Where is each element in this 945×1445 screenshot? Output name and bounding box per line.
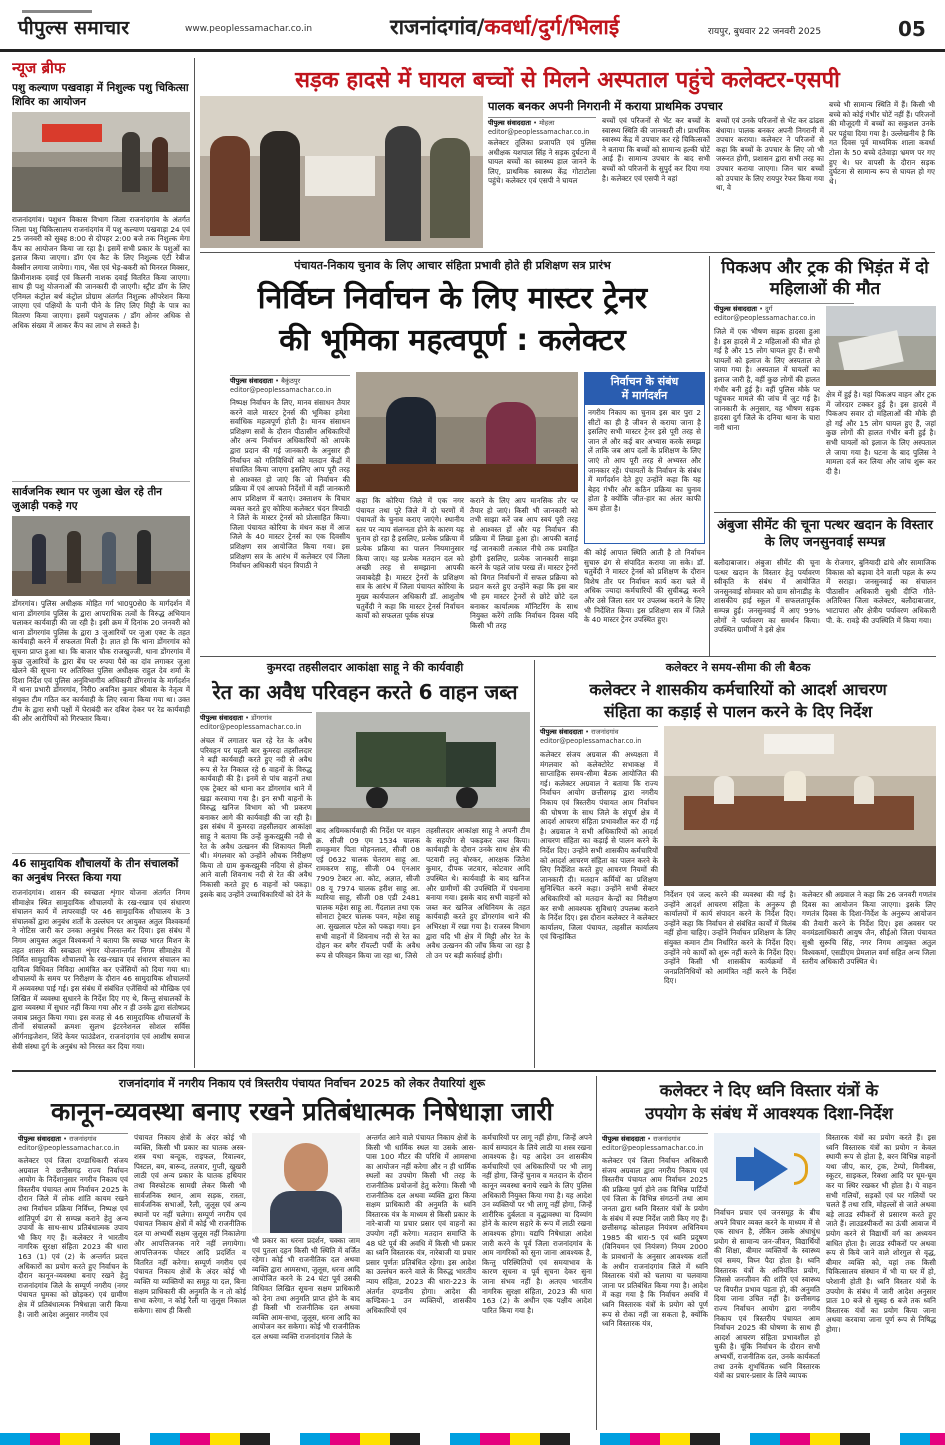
master-col-4: की कोई आपात स्थिति आती है तो निर्वाचन सुचारु ढंग से संपादित कराया जा सके। डॉ. चतुर्वेदी ने मास्टर ट्रेनर्स को प्रशिक्षण के दौरान विशेष तौर पर निर्वाचन कार्य करा चले में अधिक ज्यादा कर्मचारियों की सुचीबद्ध करने और उसे जिला स्तर पर उपलब्ध कराने के लिए भी निर्देशित किया। इस प्रशिक्षण सत्र में जिले के 40 मास्टर ट्रेनर उपस्थित हुए। xyxy=(584,548,705,625)
dateline: रायपुर, बुधवार 22 जनवरी 2025 xyxy=(708,27,822,37)
conduct-headline-1: कलेक्टर ने शासकीय कर्मचारियों को आदर्श आचरण xyxy=(589,680,887,699)
conduct-col-1: कलेक्टर संजय अग्रवाल की अध्यक्षता में मंगलवार को कलेक्टोरेट सभाकक्ष में साप्ताहिक समय-सीमा बैठक आयोजित की गई। कलेक्टर अग्रवाल ने बताया कि राज्य निर्वाचन आयोग छत्तीसगढ़ द्वारा नगरीय निकाय एवं त्रिस्तरीय पंचायत आम निर्वाचन की घोषणा के साथ जिले के संपूर्ण क्षेत्र में आदर्श आचरण संहिता प्रभावशील कर दी गई है। अग्रवाल ने सभी अधिकारियों को आदर्श आचरण संहिता का कड़ाई से पालन करने के निर्देश दिए। उन्होंने सभी शासकीय कर्मचारियों को आदर्श आचरण संहिता का पालन करने के लिए निर्देशित करते हुए आचरण नियमों की जानकारी दी। मतदान कर्मियों का प्रशिक्षण सुनिश्चित करने कहा। उन्होंने सभी सेक्टर अधिकारियों को मतदान केन्द्रों का निरीक्षण कर सभी आवश्यक सुविधाएं उपलब्ध कराने के निर्देश दिए। इस दौरान कलेक्टर ने कलेक्टर कार्यालय, जिला पंचायत, तहसील कार्यालय एवं चिन्हांकित xyxy=(540,750,658,942)
brief-headline-1: पशु कल्याण पखवाड़ा में निशुल्क पशु चिकित्सा शिविर का आयोजन xyxy=(12,82,189,108)
pickup-headline: पिकअप और ट्रक की भिड़ंत में दो महिलाओं की मौत xyxy=(721,258,929,299)
divider xyxy=(714,512,936,513)
sound-headline-2: उपयोग के संबंध में आवश्यक दिशा-निर्देश xyxy=(645,1104,893,1123)
column-rule xyxy=(194,58,195,1068)
law-col-3: भी प्रकार का धरना प्रदर्शन, चक्का जाम एवं पुतला दहन किसी भी स्थिति में वर्जित रहेगा। कोई भी राजनीतिक दल अथवा व्यक्ति द्वारा आमसभा, जुलूस, धरना आदि आयोजित करने के 24 घंटा पूर्व उसकी विधिवत लिखित सूचना सक्षम प्राधिकारी को देना तथा अनुमति प्राप्त होने के बाद ही किसी भी राजनीतिक दल अथवा व्यक्ति आम-सभा, जुलूस, धरना आदि का आयोजन कर सकेगा। कोई भी राजनीतिक दल अथवा व्यक्ति राजनांदगांव जिले के xyxy=(252,1236,360,1341)
city-durg: दुर्ग/ xyxy=(538,15,569,39)
sand-col-2: बाद अग्रिमकार्यवाही की निर्देश पर वाहन क्र. सीजी 09 एम 1534 चालक रामकुमार पिता मोहनलाल, सीजी 08 एई 0632 चालक चेतराम साहू आ. रामकरण साहू, सीजी 04 एनआर 7909 टेक्टर आ. कोट, अज्ञात, सीजी 08 यू 7974 चालक हरीश साहू आ. ग्यारिया साहू, सीजी 08 एडी 2481 चालक महेश साहू आ. गैंदलाल तथा एक सोनाटा ट्रेक्टर चालक पवन, महेश साहू आ. सुखलाल पटेल को पकड़ा गया। इन सभी वाहनों में शिवनाथ नदी से रेत का दोहन कर बगैर रॉयल्टी पर्ची के अवैध रूप से परिवहन किया जा रहा था, जिसे xyxy=(316,826,420,960)
conduct-kicker: कलेक्टर ने समय-सीमा की ली बैठक xyxy=(665,661,811,674)
pickup-col-2: क्षेत्र में हुई है। यहां पिकअप वाहन और ट्रक में जोरदार टक्कर हुई है। इस हादसे में पिकअप सवार दो महिलाओं की मौके ही हो गई और 15 लोग घायल हुए हैं, जहां कुछ लोगों की हालत गंभीर बनी हुई है। सभी घायलों को इलाज के लिए अस्पताल ले जाया गया है। घटना के बाद पुलिस ने मामला दर्ज कर लिया और जांच शुरू कर दी है। xyxy=(826,390,936,476)
top-story-photo xyxy=(200,96,483,248)
sound-col-3: विस्तारक यंत्रों का प्रयोग करते हैं। इस ध्वनि विस्तारक यंत्रों का प्रयोग न केवल स्थायी रूप से होता है, बरन विभिन्न वाहनों यथा जीप, कार, ट्रक, टेम्पो, मिनीबस, स्कूटर, साइकल, रिक्शा आदि पर घूम-घूम कर या स्थिर रखकर भी होता है। ये वाहन सभी गलियों, सड़कों एवं घर गलियों पर चलते हैं तथा रात्रि, मोहल्लों से जाते अथवा बड़े लाउड स्पीकरों से प्रसारण करते हुए जाते हैं। लाउडस्पीकरों का ऊंची आवाज में प्रयोग करने से विद्यार्थी वर्ग का अध्ययन बाधित होता है। लाउड स्पीकरों पर अथवा रूप से किये जाने वाले शोरगुल से वृद्ध, बीमार व्यक्ति को, यहां तक किसी चिकित्सालय संस्थान में भी या घर में हो, परेशानी होती है। ध्वनि विस्तार यंत्रों के उपयोग के संबंध में जारी आदेश अनुसार प्रातः 10 बजे से सुबह 6 बजे तक ध्वनि विस्तारक यंत्रों का प्रयोग किया जाना अथवा करवाया जाना पूर्ण रूप से निषिद्ध होगा। xyxy=(826,1133,936,1334)
divider xyxy=(200,656,936,657)
logo-tagline xyxy=(22,10,92,13)
master-kicker: पंचायत-निकाय चुनाव के लिए आचार संहिता प्रभावी होते ही प्रशिक्षण सत्र प्रारंभ xyxy=(294,259,611,272)
master-col-3: कराने के लिए आप मानसिक तौर पर तैयार हो जाएं। किसी भी जानकारी को तभी साझा करें जब आप स्वयं पूरी तरह से आश्वस्त हों और यह निर्वाचन की प्रक्रिया में लिखा हुआ हो। आपकी बताई गई जानकारी तत्काल नीचे तक प्रवाहित होगी इसलिए, प्रत्येक जानकारी साझा करने के पहले जांच परख लें। मास्टर ट्रेनरों को विगत निर्वाचनों में सफल प्रक्रिया को प्रदान करते हुए उन्होंने कहा कि इस बार भी हम मास्टर ट्रेनरों से छोटे छोटे दल बनाकर कार्यात्मक मॉनिटरिंग के साथ नियुक्त करेंगे ताकि निर्वाचन दिवस यदि किसी भी तरह xyxy=(470,496,578,630)
pickup-col-1: जिले में एक भीषण सड़क हादसा हुआ है। इस हादसे में 2 महिलाओं की मौत हो गई है और 15 लोग घायल हुए हैं। सभी घायलों को इलाज के लिए अस्पताल ले जाया गया है। अस्पताल में घायलों का इलाज जारी है, वहीं कुछ लोगों की हालत गंभीर बनी हुई है। वहीं पुलिस मौके पर पहुंचकर मामले की जांच में जुट गई है। जानकारी के अनुसार, यह भीषण सड़क हादसा दुर्ग जिले के दनिया थाना के चारा नारी थाना xyxy=(714,327,820,432)
sand-headline: रेत का अवैध परिवहन करते 6 वाहन जब्त xyxy=(212,680,518,704)
master-byline: पीपुल्स संवाददाता • बैकुंठपुर editor@peoplessamachar.co.in xyxy=(230,375,350,394)
master-sidebar-box xyxy=(584,372,705,544)
sound-col-1: कलेक्टर एवं जिला निर्वाचन अधिकारी संजय अग्रवाल द्वारा नगरीय निकाय एवं त्रिस्तरीय पंचायत आम निर्वाचन 2025 की प्रक्रिया पूर्ण होने तक विभिन्न पार्टियों एवं जिला के विभिन्न संगठनों तथा आम जनता द्वारा ध्वनि विस्तार यंत्रों के प्रयोग के संबंध में स्पष्ट निर्देश जारी किए गए हैं। छत्तीसगढ़ कोलाहल नियंत्रण अधिनियम 1985 की धारा-5 एवं ध्वनि प्रदूषण (विनियमन एवं नियंत्रण) नियम 2000 के प्रावधानों के अनुसार आवश्यक शर्तों के अधीन राजनांदगांव जिले में ध्वनि विस्तारक यंत्रों को चलाया या चलवाया जाना पर प्रतिबंधित किया गया है। आदेश में कहा गया है कि निर्वाचन अवधि में ध्वनि विस्तारक यंत्रों के प्रयोग को पूर्ण रूप से रोका नहीं जा सकता है, क्योंकि ध्वनि विस्तारक यंत्र, xyxy=(602,1156,708,1329)
brief-text-1: राजनांदगांव। पशुधन विकास विभाग जिला राजनांदगांव के अंतर्गत जिला पशु चिकित्सालय राजनांदगांव में पशु कल्याण पखवाड़ा 24 एवं 25 जनवरी को सुबह 8:00 से दोपहर 2:00 बजे तक निशुल्क मेगा कैंप का आयोजन किया जा रहा है। इसमें सभी प्रकार के पशुओं का इलाज किया जाएगा। डॉग एंव कैट के लिए निशुल्क एंटी रेबीज वैक्सीन लगाया जायेगा। गाय, भैंस एवं भेड़-बकरी को मिनरल मिक्सर, क्रिमीनाशक दवाई एवं किलनी नाशक दवाई वितरित किया जाएगा। साथ ही पशु योजनाओं की जानकारी दी जाएगी। स्ट्रीट डॉग के लिए एनिमल कंट्रोल बर्थ कंट्रोल प्रोग्राम अंतर्गत निशुल्क ऑपरेशन किया जाएगा एवं पक्षियों के पानी पीने के लिए लिए मिट्टी के पात्र का वितरण किया जाएगा। इसमें पशुपालक / डॉग ओनर अधिक से अधिक संख्या में आकर कैंप का लाभ ले सकते है। xyxy=(12,215,190,330)
top-story-byline: पीपुल्स संवाददाता • मोहला editor@peoplessamachar.co.in xyxy=(488,117,596,136)
pickup-byline: पीपुल्स संवाददाता • दुर्ग editor@peoplessamachar.co.in xyxy=(714,303,854,322)
divider xyxy=(596,1076,597,1430)
sand-byline: पीपुल्स संवाददाता • डोंगरगांव editor@peoplessamachar.co.in xyxy=(200,712,312,731)
cement-col-2: के रोजगार, बुनियादी ढांचे और सामाजिक विकास को बढ़ावा देने वाली पहल के रूप में सराहा। जनसुनवाई का संचालन पीठासीन अधिकारी सुश्री दीप्ति गौते-अतिरिक्त जिला कलेक्टर, बलौदाबाजार, भाटापारा और क्षेत्रीय पर्यावरण अधिकारी पी. के. रावड़े की उपस्थिति में किया गया। xyxy=(826,558,936,625)
cement-headline: अंबुजा सीमेंट की चूना पत्थर खदान के विस्तार के लिए जनसुनवाई सम्पन्न xyxy=(717,518,933,550)
top-story-col-3: बच्चों एवं उनके परिजनों से भेंट कर ढांढस बंधाया। पालक बनकर अपनी निगरानी में उपचार कराया। कलेक्टर ने परिजनों से कहा कि बच्चों के उपचार के लिए जो भी जरूरत होगी, प्रशासन द्वारा सभी तरह का उपचार कराया जाएगा। जिन चार बच्चों को उपचार के लिए रायपुर रेफर किया गया था, वे xyxy=(716,116,824,193)
sand-col-1: अंचल में लगातार चल रहे रेत के अवैध परिवहन पर पहली बार कुमरदा तहसीलदार ने बड़ी कार्यवाही करते हुए नदी से अवैध रूप से रेत निकाल रहे 6 वाहनों के विरुद्ध कार्यवाही की है। इनमें से पांच वाहनों तथा एक ट्रेक्टर को थाना कर डोंगरगांव थाने में खड़ा करवाया गया है। इन सभी वाहनों के विरुद्ध खनिज विभाग को भी प्रकरण बनाकर आगे की कार्यवाही की जा रही है। इस संबंध में कुमरदा तहसीलदार आकांक्षा साहू ने बताया कि उन्हें कुकरझुकी नदी से रेत के अवैध उत्खनन की शिकायत मिली थी। मंगलवार को उन्होंने औचक निरीक्षण किया तो ग्राम कुकरझुकी नदिया से होकर आने वाली शिवनाथ नदी से रेत की अवैध निकासी करते हुए 6 वाहनों को पकड़ा। इसके बाद उन्होंने उच्चाधिकारियों को देने के xyxy=(200,736,312,899)
city-header xyxy=(390,13,619,41)
brief-headline-3: 46 सामुदायिक शौचालयों के तीन संचालकों का अनुबंध निरस्त किया गया xyxy=(12,853,190,885)
brief-photo-2 xyxy=(12,516,190,596)
law-col-1: कलेक्टर एवं जिला दण्डाधिकारी संजय अग्रवाल ने छत्तीसगढ़ राज्य निर्वाचन आयोग के निर्देशानुसार नगरीय निकाय एवं त्रिस्तरीय पंचायत आम निर्वाचन 2025 के दौरान जिले में लोक शांति कायम रखने तथा निर्वाचन प्रक्रिया निर्विघ्न, निष्पक्ष एवं शांतिपूर्ण ढंग से सम्पन्न कराने हेतु अन्य उपायों के साथ-साथ प्रतिबंधात्मक उपाय भी किए गए हैं। कलेक्टर ने भारतीय नागरिक सुरक्षा संहिता 2023 की धारा 163 (1) एवं (2) के अन्तर्गत प्रदत्त अधिकारों का प्रयोग करते हुए निर्वाचन के दौरान कानून-व्यवस्था बनाए रखने हेतु राजनांदगांव जिले के सम्पूर्ण नगरीय (नगर पंचायत घुमका को छोड़कर) एवं ग्रामीण क्षेत्र में प्रतिबंधात्मक निषेधाज्ञा जारी किया है। जारी आदेश अनुसार नगरीय एवं xyxy=(18,1156,128,1319)
city-bhilai: भिलाई xyxy=(568,15,620,39)
top-story-col-2: बच्चों एवं परिजनों से भेंट कर बच्चों के स्वास्थ्य स्थिति की जानकारी ली। प्राथमिक स्वास्थ्य केंद्र में उपचार कर रहे चिकित्सकों ने बताया कि बच्चों को सामान्य हल्की चोटें आई हैं। सामान्य उपचार के बाद सभी बच्चों को परिजनों के सुपुर्द कर दिया गया है। कलेक्टर एवं एसपी ने वहां xyxy=(602,116,710,183)
law-col-2: पंचायत निकाय क्षेत्रों के अंदर कोई भी व्यक्ति, किसी भी प्रकार का घातक अस्त्र-शस्त्र यथा बन्दूक, राइफल, रिवाल्वर, पिस्टल, बम, बारूद, तलवार, गुप्ती, खुखरी लाठी एवं अन्य प्रकार के घातक हथियार तथा विस्फोटक सामग्री लेकर किसी भी सार्वजनिक स्थान, आम सड़क, रास्ता, सार्वजनिक सभाओं, रैली, जुलूस एवं अन्य स्थानों पर नहीं चलेगा। सम्पूर्ण नगरीय एवं पंचायत निकाय क्षेत्रों में कोई भी राजनीतिक दल या अभ्यर्थी सक्षम जुलूस नहीं निकालेगा और आपत्तिजनक नारे नहीं लगायेगा। आपत्तिजनक पोस्टर आदि प्रदर्शित व वितरित नहीं करेगा। सम्पूर्ण नगरीय एवं पंचायत निकाय क्षेत्रों के अंदर कोई भी व्यक्ति या व्यक्तियों का समूह या दल, बिना सक्षम प्राधिकारी की अनुमति के न तो कोई सभा करेगा, न कोई रैली या जुलूस निकाल सकेगा। साथ ही किसी xyxy=(134,1133,246,1315)
sound-byline: पीपुल्स संवाददाता • राजनांदगांव editor@peoplessamachar.co.in xyxy=(602,1133,708,1152)
divider xyxy=(534,660,535,1068)
law-portrait xyxy=(252,1133,360,1233)
city-rajnandgaon: राजनांदगांव/ xyxy=(390,15,485,39)
color-registration-bar xyxy=(0,1433,945,1445)
master-sidebar-text: नगरीय निकाय का चुनाव इस बार पुरा 2 सीटों का ही है जीवन से कराया जाना है इसलिए सभी मास्टर ट्रेनर इसे पूरी तरह से जान लें और कई बार अभ्यास करके समझ लें ताकि जब आप दलों के प्रशिक्षण के लिए जाएं तो आप पूरी तरह से अभ्यस्त और जानकार रहें। पंचायतों के निर्वाचन के संबंध में मार्गदर्शन देते हुए उन्होंने कहा कि यह बेहद गंभीर और कठिन प्रक्रिया का चुनाव होता है क्योंकि जीत-हार का अंतर काफी कम होता है। xyxy=(588,408,701,513)
top-story-headline: सड़क हादसे में घायल बच्चों से मिलने अस्पताल पहुंचे कलेक्टर-एसपी xyxy=(295,68,840,93)
law-col-4: अन्तर्गत आने वाले पंचायत निकाय क्षेत्रों के किसी भी धार्मिक स्थल या उसके आस-पास 100 मीटर की परिधि में आमसभा का आयोजन नहीं करेगा और न ही धार्मिक स्थलों का उपयोग किसी भी तरह के राजनीतिक प्रयोजनों हेतु करेगा। किसी भी राजनीतिक दल अथवा व्यक्ति द्वारा किया सक्षम प्राधिकारी की अनुमति के ध्वनि विस्तारक यंत्र के माध्यम से किसी प्रकार के नारे-बाजी या प्रचार प्रसार एवं वाहनों का उपयोग नहीं करेगा। मतदान समाप्ति के 48 घंटे पूर्व की अवधि में किसी भी प्रकार का ध्वनि विस्तारक यंत्र, नारेबाजी या प्रचार प्रसार पूर्णतः प्रतिबंधित रहेगा। इस आदेश का उल्लंघन करने वाले के विरुद्ध भारतीय न्याय संहिता, 2023 की धारा-223 के अंतर्गत दण्डनीय होगा। आदेश की कण्डिका-1 उन व्यक्तियों, शासकीय अधिकारियों एवं xyxy=(366,1133,476,1315)
master-sidebar-title: निर्वाचन के संबंध में मार्गदर्शन xyxy=(585,373,704,405)
master-photo xyxy=(356,372,578,492)
divider xyxy=(200,252,935,253)
law-kicker: राजनांदगांव में नगरीय निकाय एवं त्रिस्तरीय पंचायत निर्वाचन 2025 को लेकर तैयारियां शुरू xyxy=(118,1077,486,1090)
sound-headline-1: कलेक्टर ने दिए ध्वनि विस्तार यंत्रों के xyxy=(659,1081,879,1100)
sand-col-3: तहसीलदार आकांक्षा साहू ने अपनी टीम के सहयोग से पकड़कर जब्त किया। कार्यवाही के दौरान उनके साथ क्षेत्र की पटवारी लतु बोरकर, आरक्षक जितेश कुमार, दीपक जटवार, कोटवार आदि उपस्थित थे। कार्यवाही के बाद खनिज और ग्रामीणों की उपस्थिति में पंचनामा बनाया गया। इसके बाद सभी वाहनों को जब्त कर खनिज अधिनियम के तहत कार्यवाही करते हुए डोंगरगांव थाने की अभिरक्षा में रखा गया है। राजस्व विभाग द्वारा यदि भी क्षेत्र में मिट्टी और रेत के अवैध उत्खनन की जाँच किया जा रहा है तो उन पर बड़ी कार्रवाई होगी। xyxy=(426,826,530,960)
law-headline: कानून-व्यवस्था बनाए रखने प्रतिबंधात्मक निषेधाज्ञा जारी xyxy=(50,1097,554,1126)
city-kawardha: कवर्धा/ xyxy=(484,15,539,39)
law-byline: पीपुल्स संवाददाता • राजनांदगांव editor@peoplessamachar.co.in xyxy=(18,1133,128,1152)
brief-text-3: राजनांदगांव। शासन की स्वच्छता शृंगार योजना अंतर्गत निगम सीमाक्षेत्र स्थित सामुदायिक शौचालयों के रख-रखाव एवं संधारण संचालन कार्य में लापरवाही पर 46 सामुदायिक शौचालय के 3 संचालकों द्वारा अनुबंध शर्तों के उल्लंघन पर आयुक्त अतुल विश्वकर्मा ने नोटिस जारी कर उनका अनुबंध निरस्त कर दिया। इस संबंध में निगम आयुक्त अतुल विश्वकर्मा ने बताया कि स्वच्छ भारत मिशन के तहत शासन की स्वच्छता शृंगार योजनान्तर्गत निगम सीमाक्षेत्र में निर्मित सामुदायिक शौचालयों के रख-रखाव एवं संधारण संचालन का दायित्व विधिवत निविदा आमंत्रित कर एजेंसियों को दिया गया था। शौचालयों के समय पर निरीक्षण के दौरान 46 सामुदायिक शौचालयों में अव्यवस्था पाई गई। इस संबंध में संबंधित एजेंसियों को मौखिक एवं लिखित में व्यवस्था सुधारने के निर्देश दिए गए थे, किन्तु संचालकों के द्वारा व्यवस्था में सुधार नहीं किया गया और न ही उनके द्वारा संतोषप्रद जवाब प्रस्तुत किया गया। इस वजह से 46 सामुदायिक शौचालयों के तीनों संचालकों क्रमशः सुलभ इंटरनेशनल सोशल सर्विस ऑर्गनाइजेशन, शिंदे केयर फाउंडेशन, राजनांदगांव एवं आशीष समाज सेवी संस्था दुर्ग के अनुबंध को निरस्त कर दिया गया। xyxy=(12,888,190,1051)
logo: पीपुल्स समाचार xyxy=(18,17,130,39)
brief-column xyxy=(12,58,190,1068)
conduct-col-2: निर्देशन एवं जल्द करने की व्यवस्था की गई है। उन्होंने आदर्श आचरण संहिता के अनुरूप ही कार्यालयों में कार्य संपादन करने के निर्देश दिए। उन्होंने कहा कि निर्वाचन से संबंधित कार्यों में विलंब नहीं होना चाहिए। उन्होंने निर्वाचन प्रशिक्षण के लिए संयुक्त कमान टीम निर्धारित करने के निर्देश दिए। उन्होंने नये कार्यों को शुरू नहीं करने के निर्देश दिए। उन्होंने किसी भी शासकीय कार्यक्रमों में जनप्रतिनिधियों को आमंत्रित नहीं करने के निर्देश दिए। xyxy=(664,890,796,986)
sand-photo xyxy=(316,712,530,822)
cement-col-1: बलौदाबाजार। अंबुजा सीमेंट की चूना पत्थर खदान के विस्तार हेतु पर्यावरण स्वीकृति के संबंध में आयोजित जनसुनवाई सोमवार को ग्राम सोनाडीह के शासकीय हाई स्कूल में सफलतापूर्वक सम्पन्न हुई। जनसुनवाई में आए 99% लोगों ने पर्यावरण का समर्थन किया। उपस्थित ग्रामीणों ने इसे क्षेत्र xyxy=(714,558,820,635)
top-story-col-4: बच्चे भी सामान्य स्थिति में हैं। किसी भी बच्चे को कोई गंभीर चोटें नहीं हैं। परिजनों की मौजूदगी में बच्चों का सकुशल उनके घर पहुंचा दिया गया है। उल्लेखनीय है कि गत दिवस पूर्व माध्यमिक शाला कवर्धा टोला के 50 बच्चे दंतेवाड़ा भ्रमण पर गए हुए थे। घर वापसी के दौरान सड़क दुर्घटना से सामान्य रूप से घायल हो गए थे। xyxy=(829,100,935,186)
master-headline-1: निर्विघ्न निर्वाचन के लिए मास्टर ट्रेनर xyxy=(257,281,648,316)
megaphone-icon xyxy=(714,1133,820,1205)
conduct-byline: पीपुल्स संवाददाता • राजनांदगांव editor@peoplessamachar.co.in xyxy=(540,726,658,745)
pickup-photo xyxy=(826,306,936,386)
divider xyxy=(709,256,710,656)
brief-headline-2: सार्वजनिक स्थान पर जुआ खेल रहे तीन जुआड़ी पकड़े गए xyxy=(12,481,190,513)
brief-photo-1 xyxy=(12,112,190,212)
masthead xyxy=(0,0,945,52)
law-col-5: कर्मचारियों पर लागू नहीं होगा, जिन्हें अपने कार्य सम्पादन के लिये लाठी या शस्त्र रखना आवश्यक है। यह आदेश उन शासकीय कर्मचारियों एवं अधिकारियों पर भी लागू नहीं होगा, जिन्हें चुनाव व मतदान के दौरान कानून व्यवस्था बनाये रखने के लिए पुलिस अधिकारी नियुक्त किया गया है। यह आदेश उन व्यक्तियों पर भी लागू नहीं होगा, जिन्हें शारीरिक दुर्बलता व वृद्धावस्था या दिव्यांग होने के कारण सहारे के रूप में लाठी रखना आवश्यक होगा। यद्यपि निषेधाज्ञा आदेश जारी करने के पूर्व जिला राजनांदगांव के आम नागरिकों को सुना जाना आवश्यक है, किन्तु परिस्थितियों एवं समयाभाव के कारण सूचना व पूर्व सूचना देकर सुना जाना संभव नहीं है। अतएव भारतीय नागरिक सुरक्षा संहिता, 2023 की धारा 163 (2) के अधीन एक पक्षीय आदेश पारित किया गया है। xyxy=(482,1133,592,1315)
master-col-1: निष्पक्ष निर्वाचन के लिए, मानव संसाधन तैयार करने वाले मास्टर ट्रेनर्स की भूमिका हमेशा सर्वाधिक महत्वपूर्ण होती है। मानव संसाधन प्रशिक्षण सत्रों के दौरान पीठासीन अधिकारियों और अन्य निर्वाचन अधिकारियों को आपके द्वारा प्रदान की गई जानकारी के अनुसार ही निर्वाचन को गतिविधियों को मतदान केंद्रों में संचालित किया जाएगा इसलिए आप पूरी तरह से आश्वस्त हो जाएं कि जो निर्वाचन की प्रक्रिया में एवं आपको निर्देशों में वहीं जानकारी आप प्रशिक्षण में बताएं। उक्ताशय के विचार व्यक्त करते हुए कोरिया कलेक्टर चंदन त्रिपाठी ने जिले के मास्टर ट्रेनर्स को प्रोत्साहित किया। जिला पंचायत कोरिया के मंथन कक्ष में आज जिले के 40 मास्टर ट्रेनर्स का एक दिवसीय प्रशिक्षण सत्र आयोजित किया गया। इस प्रशिक्षण सत्र के आरंभ में कलेक्टर एवं जिला निर्वाचन अधिकारी चंदन त्रिपाठी ने xyxy=(230,398,350,571)
conduct-photo xyxy=(664,726,936,886)
page-number: 05 xyxy=(898,17,926,41)
sand-kicker: कुमरदा तहसीलदार आकांक्षा साहू ने की कार्यवाही xyxy=(266,661,464,674)
master-col-2: कहा कि कोरिया जिले में एक नगर पंचायत तथा पूरे जिले में दो चरणों में पंचायतों के चुनाव कराए जाएंगे। स्थानीय स्तर पर न्याय संलग्नता होने के कारण यह चुनाव हो रहा है इसलिए, प्रत्येक प्रक्रिया में प्रत्येक प्रक्रिया का पालन नियमानुसार किया जाए। यह प्रत्येक मतदान दल को अच्छी तरह से समझाना आपकी जवाबदेही है। मास्टर ट्रेनरों के प्रशिक्षण सत्र के आरंभ में जिला पंचायत कोरिया के मुख्य कार्यपालन अधिकारी डॉ. आशुतोष चतुर्वेदी ने कहा कि मास्टर ट्रेनर्स निर्वाचन कार्यों को सफलता पूर्वक संपन्न xyxy=(356,496,464,621)
sound-col-2: निर्वाचन प्रचार एवं जनसमूह के बीच अपने विचार व्यक्त करने के माध्यम में से एक साधन है, लेकिन उसके अंधाधुंध प्रयोग से सामान्य जन-जीवन, विद्यार्थियों की शिक्षा, बीमार व्यक्तियों के स्वास्थ्य एवं समय, विघ्न पैदा होता है। ध्वनि विस्तारक यंत्रों के अनियंत्रित प्रयोग, जिससे जनजीवन की शांति एवं स्वास्थ्य पर विपरीत प्रभाव पड़ता हो, की अनुमति दिया जाना उचित नहीं है। छत्तीसगढ़ राज्य निर्वाचन आयोग द्वारा नगरीय निकाय एवं त्रिस्तरीय पंचायत आम निर्वाचन 2025 की घोषणा के साथ ही आदर्श आचरण संहिता प्रभावशील हो चुकी है। चूंकि निर्वाचन के दौरान सभी अभ्यर्थी, राजनीतिक दल, उनके कार्यकर्ता तथा उनके शुभचिंतक ध्वनि विस्तारक यंत्रों का प्रचार-प्रसार के लिये व्यापक xyxy=(714,1208,820,1381)
brief-label: न्यूज ब्रीफ xyxy=(12,59,66,77)
conduct-col-3: कलेक्टर श्री अग्रवाल ने कहा कि 26 जनवरी गणतंत्र दिवस का आयोजन किया जाएगा। इसके लिए गणतंत्र दिवस के दिशा-निर्देश के अनुरूप आयोजन की तैयारी करने के निर्देश दिए। इस अवसर पर वनमंडलाधिकारी आयुष जैन, सीईओ जिला पंचायत सुश्री सुरूचि सिंह, नगर निगम आयुक्त अतुल विश्वकर्मा, एसडीएम प्रेमलाल वर्मा सहित अन्य जिला स्तरीय अधिकारी उपस्थित थे। xyxy=(802,890,936,967)
brief-text-2: डोंगरगांव। पुलिस अधीक्षक मोहित गर्ग भा0पु0से0 के मार्गदर्शन में थाना डोंगरगांव पुलिस के द्वारा आपराधिक तत्वों के विरुद्ध अभियान चलाकर कार्यवाही की जा रही है। इसी क्रम में दिनांक 20 जनवरी को थाना डोंगरगांव पुलिस के द्वारा 3 जुआरियों पर जुआ एक्ट के तहत कार्यवाही करने में सफलता मिली है। ज्ञात हो कि थाना डोंगरगांव को सूचना प्राप्त हुआ था। कि बाजार चौक राजखुज्जी, थाना डोंगरगांव में कुछ जुआरियों के द्वारा बेंच पर रुपया पैसे का दांव लगाकर जुआ खेलने की सूचना पर अतिरिक्त पुलिस अधीक्षक राहुल देव शर्मा के दिशा निर्देश एवं पुलिस अनुविभागीय अधिकारी डोंगरगांव के मार्गदर्शन में थाना प्रभारी डोंगरगांव, निरी0 अवनिश कुमार श्रीवास के नेतृत्व में संयुक्त टीम गठित कर कार्यवाही के लिए रवाना किया गया था। उक्त टीम के द्वारा सभी पक्षों में घेराबंदी कर दबिश देकर पर रेड कार्यवाही की और आरोपियों को गिरफ्तार किया। xyxy=(12,599,190,724)
top-story-col-1: कलेक्टर तूलिका प्रजापति एवं पुलिस अधीक्षक यशपाल सिंह ने सड़क दुर्घटना में घायल बच्चों का स्वास्थ्य हाल जानने के लिए, प्राथमिक स्वास्थ्य केंद्र गोटाटोला पहुंचे। कलेक्टर एवं एसपी ने घायल xyxy=(488,138,596,186)
master-headline-2: की भूमिका महत्वपूर्ण : कलेक्टर xyxy=(279,323,626,358)
website-link[interactable]: www.peoplessamachar.co.in xyxy=(185,24,313,34)
top-story-sub: पालक बनकर अपनी निगरानी में कराया प्राथमिक उपचार xyxy=(488,99,723,113)
conduct-headline-2: संहिता का कड़ाई से पालन करने के दिए निर्देश xyxy=(603,702,873,721)
section-divider xyxy=(12,1070,936,1072)
